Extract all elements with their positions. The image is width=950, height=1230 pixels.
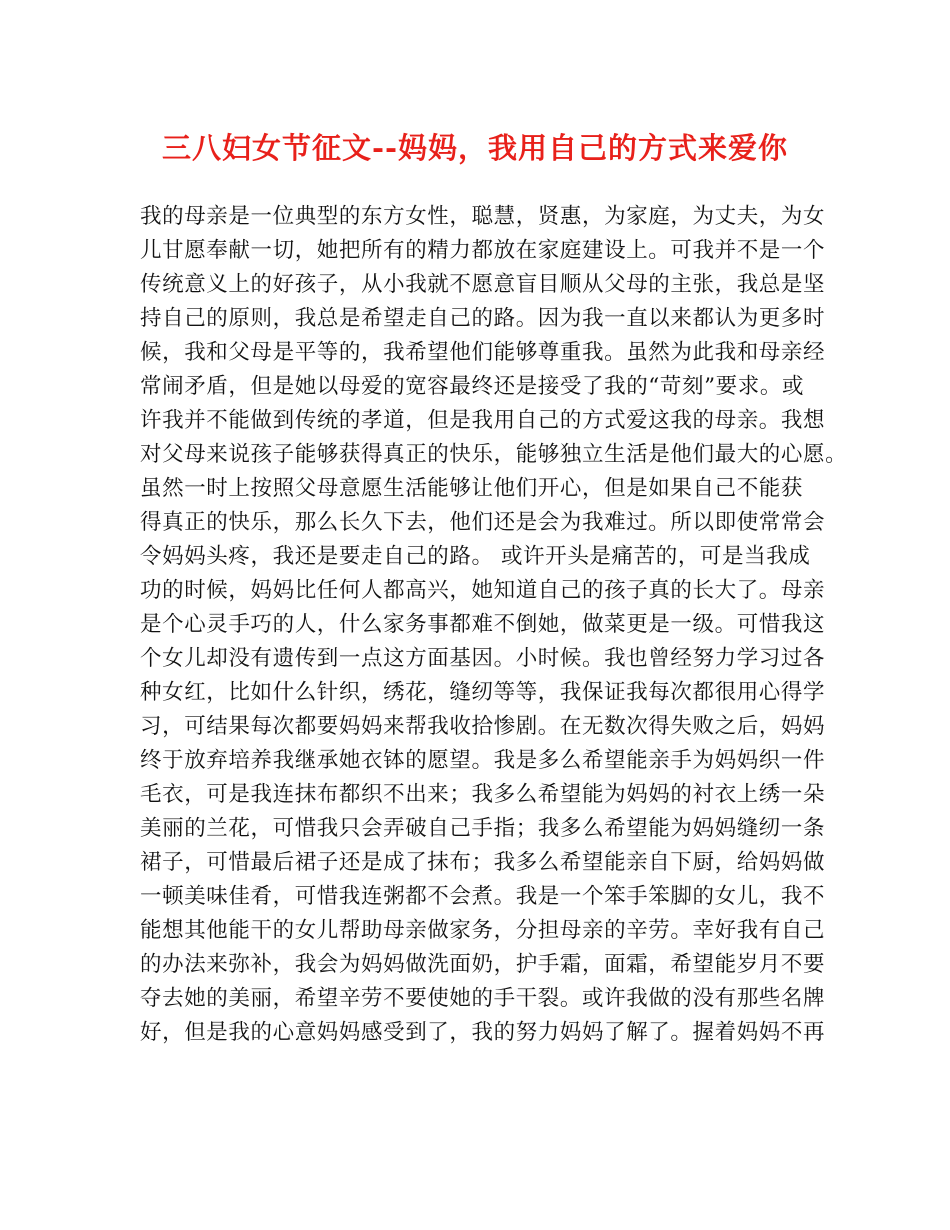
text-line: 好，但是我的心意妈妈感受到了，我的努力妈妈了解了。握着妈妈不再 — [140, 1020, 826, 1045]
text-line: 夺去她的美丽，希望辛劳不要使她的手干裂。或许我做的没有那些名牌 — [140, 986, 826, 1011]
text-line: 个女儿却没有遗传到一点这方面基因。小时候。我也曾经努力学习过各 — [140, 646, 826, 671]
text-line: 候，我和父母是平等的，我希望他们能够尊重我。虽然为此我和母亲经 — [140, 340, 826, 365]
text-line: 是个心灵手巧的人，什么家务事都难不倒她，做菜更是一级。可惜我这 — [140, 612, 826, 637]
text-line: 持自己的原则，我总是希望走自己的路。因为我一直以来都认为更多时 — [140, 306, 826, 331]
text-line: 常闹矛盾，但是她以母爱的宽容最终还是接受了我的“苛刻”要求。或 — [140, 374, 805, 399]
text-line: 习，可结果每次都要妈妈来帮我收拾惨剧。在无数次得失败之后，妈妈 — [140, 714, 826, 739]
text-line: 的办法来弥补，我会为妈妈做洗面奶，护手霜，面霜，希望能岁月不要 — [140, 952, 826, 977]
text-line: 我的母亲是一位典型的东方女性，聪慧，贤惠，为家庭，为丈夫，为女 — [140, 204, 826, 229]
article-body — [140, 200, 848, 1050]
text-line: 得真正的快乐，那么长久下去，他们还是会为我难过。所以即使常常会 — [140, 510, 826, 535]
text-line: 能想其他能干的女儿帮助母亲做家务，分担母亲的辛劳。幸好我有自己 — [140, 918, 826, 943]
text-line: 儿甘愿奉献一切，她把所有的精力都放在家庭建设上。可我并不是一个 — [140, 238, 826, 263]
text-line: 美丽的兰花，可惜我只会弄破自己手指；我多么希望能为妈妈缝纫一条 — [140, 816, 826, 841]
text-line: 对父母来说孩子能够获得真正的快乐，能够独立生活是他们最大的心愿。 — [140, 442, 848, 467]
text-line: 虽然一时上按照父母意愿生活能够让他们开心，但是如果自己不能获 — [140, 476, 804, 501]
text-line: 种女红，比如什么针织，绣花，缝纫等等，我保证我每次都很用心得学 — [140, 680, 826, 705]
text-line: 功的时候，妈妈比任何人都高兴，她知道自己的孩子真的长大了。母亲 — [140, 578, 826, 603]
text-line: 终于放弃培养我继承她衣钵的愿望。我是多么希望能亲手为妈妈织一件 — [140, 748, 826, 773]
text-line: 令妈妈头疼，我还是要走自己的路。 或许开头是痛苦的，可是当我成 — [140, 544, 811, 569]
text-line: 裙子，可惜最后裙子还是成了抹布；我多么希望能亲自下厨，给妈妈做 — [140, 850, 826, 875]
text-line: 许我并不能做到传统的孝道，但是我用自己的方式爱这我的母亲。我想 — [140, 408, 826, 433]
text-line: 毛衣，可是我连抹布都织不出来；我多么希望能为妈妈的衬衣上绣一朵 — [140, 782, 826, 807]
text-line: 传统意义上的好孩子，从小我就不愿意盲目顺从父母的主张，我总是坚 — [140, 272, 826, 297]
page-title: 三八妇女节征文--妈妈，我用自己的方式来爱你 — [161, 131, 789, 165]
text-line: 一顿美味佳肴，可惜我连粥都不会煮。我是一个笨手笨脚的女儿，我不 — [140, 884, 826, 909]
